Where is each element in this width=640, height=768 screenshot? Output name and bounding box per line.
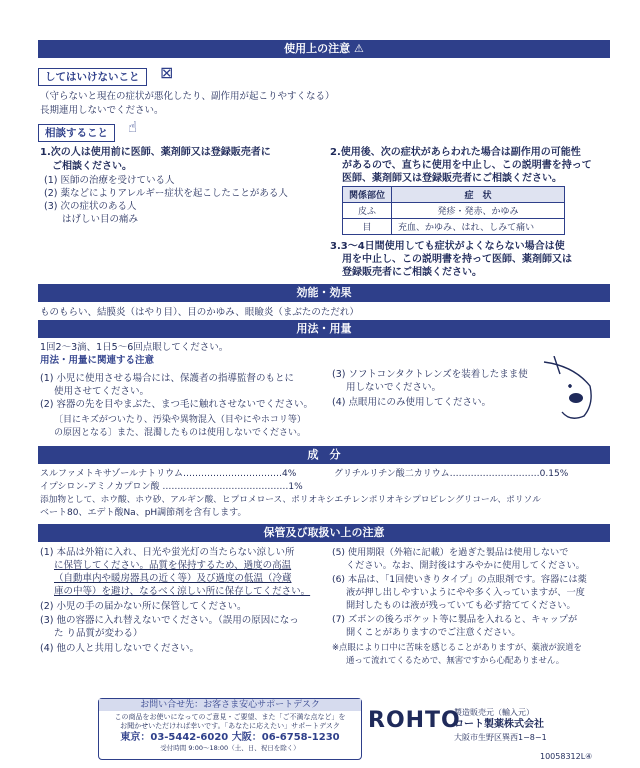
additives-text: ベート80、エデト酸Na、pH調節剤を含有します。 — [40, 508, 247, 518]
dosage-item: 〔目にキズがついたり、汚染や異物混入（目やにやホコリ等） — [54, 415, 306, 425]
storage-item: (1) 本品は外箱に入れ、日光や蛍光灯の当たらない涼しい所 — [40, 547, 295, 558]
side-effect-table — [342, 186, 565, 235]
maker-address: 大阪市生野区巽西1−8−1 — [454, 733, 547, 742]
ingredients-header: 成 分 — [38, 446, 610, 464]
additives-text: 添加物として、ホウ酸、ホウ砂、アルギン酸、ヒプロメロース、ポリオキシエチレンポリオキシプロピレングリコール、ポリソル — [40, 495, 541, 505]
storage-item: 液が押し出しやすいようにやや多く入っていますが、一度 — [346, 587, 585, 598]
storage-item: (3) 他の容器に入れ替えないでください。（誤用の原因になっ — [40, 615, 299, 626]
table-cell: 充血、かゆみ、はれ、しみて痛い — [392, 219, 565, 235]
storage-item: (7) ズボンの後ろポケット等に製品を入れると、キャップが — [332, 614, 578, 625]
dont-note: （守らないと現在の症状が悪化したり、副作用が起こりやすくなる） — [40, 91, 335, 102]
table-cell: 目 — [343, 219, 392, 235]
consult-2-line2: があるので、直ちに使用を中止し、この説明書を持って — [342, 160, 592, 171]
rohto-logo: ROHTO — [368, 708, 461, 733]
support-hours: 受付時間 9:00〜18:00（土、日、祝日を除く） — [160, 744, 300, 752]
consult-2-line1: 2.使用後、次の症状があらわれた場合は副作用の可能性 — [330, 147, 581, 158]
maker-label: 製造販売元（輸入元） — [454, 708, 534, 717]
document-code: 10058312L④ — [540, 752, 593, 761]
consult-3-line1: 3.3〜4日間使用しても症状がよくならない場合は使 — [330, 241, 565, 252]
eye-drop-illustration — [534, 356, 610, 426]
storage-item: に保管してください。品質を保持するため、過度の高温 — [54, 560, 292, 571]
storage-item: 庫の中等）を避け、なるべく涼しい所に保存してください。 — [54, 586, 311, 597]
support-desk-box — [98, 698, 362, 760]
storage-item: (6) 本品は、「1回使いきりタイプ」の点眼剤です。容器には薬 — [332, 574, 587, 585]
storage-item: ください。なお、開封後はすみやかに使用してください。 — [346, 560, 585, 571]
ingredient-row: イプシロン-アミノカプロン酸 ……………………………………1% — [40, 482, 303, 492]
dosage-item: 用しないでください。 — [346, 382, 442, 393]
support-phone-osaka[interactable]: 大阪：06-6758-1230 — [231, 732, 340, 743]
dosage-item: 使用させてください。 — [54, 386, 150, 397]
dosage-item: の原因となる〕また、混濁したものは使用しないでください。 — [54, 428, 307, 438]
storage-item: (4) 他の人と共用しないでください。 — [40, 643, 199, 654]
support-phone-tokyo[interactable]: 東京：03-5442-6020 — [120, 732, 229, 743]
consult-3-line2: 用を中止し、この説明書を持って医師、薬剤師又は — [342, 254, 572, 265]
storage-note: 通って流れてくるためで、無害ですから心配ありません。 — [346, 655, 565, 665]
support-note: この商品をお使いになってのご意見・ご要望、また「ご不満な点など」を — [114, 713, 346, 721]
storage-item: (5) 使用期限（外箱に記載）を過ぎた製品は使用しないで — [332, 547, 569, 558]
usage-caution-header: 使用上の注意 ⚠ — [38, 40, 610, 58]
support-title: お問い合せ先：お客さま安心サポートデスク — [99, 699, 361, 711]
dosage-related-title: 用法・用量に関連する注意 — [40, 355, 155, 366]
storage-header: 保管及び取扱い上の注意 — [38, 524, 610, 542]
storage-item: （自動車内や暖房器具の近く等）及び過度の低温（冷蔵 — [54, 573, 292, 584]
consult-1-item: (1) 医師の治療を受けている人 — [44, 175, 175, 186]
ingredient-row: グリチルリチン酸二カリウム…………………………0.15% — [334, 469, 569, 479]
maker-name: ロート製薬株式会社 — [454, 719, 544, 730]
storage-note: ※点眼により口中に苦味を感じることがありますが、薬液が涙道を — [332, 642, 582, 652]
storage-item: た り品質が変わる） — [54, 628, 143, 639]
consult-1-item: (2) 薬などによりアレルギー症状を起こしたことがある人 — [44, 188, 288, 199]
table-header: 症 状 — [392, 187, 565, 203]
prohibited-icon: ⊠ — [160, 63, 174, 82]
storage-item: (2) 小児の手の届かない所に保管してください。 — [40, 601, 247, 612]
consult-1-line2: ご相談ください。 — [52, 161, 132, 172]
dosage-item: (3) ソフトコンタクトレンズを装着したまま使 — [332, 369, 528, 380]
ingredient-row: スルファメトキサゾールナトリウム……………………………4% — [40, 469, 297, 479]
table-cell: 皮ふ — [343, 203, 392, 219]
dosage-item: (4) 点眼用にのみ使用してください。 — [332, 397, 491, 408]
dosage-header: 用法・用量 — [38, 320, 610, 338]
dont-tag: してはいけないこと — [38, 68, 147, 86]
table-cell: 発疹・発赤、かゆみ — [392, 203, 565, 219]
consult-1-item: (3) 次の症状のある人 — [44, 201, 137, 212]
consult-tag: 相談すること — [38, 124, 115, 142]
dosage-text: 1回2〜3滴、1日5〜6回点眼してください。 — [40, 342, 229, 353]
consult-1-subitem: はげしい目の痛み — [62, 214, 139, 225]
storage-item: 開くことがありますのでご注意ください。 — [346, 627, 521, 638]
storage-item: 開封したものは液が残っていても必ず捨ててください。 — [346, 600, 576, 611]
dosage-item: (2) 容器の先を目やまぶた、まつ毛に触れさせないでください。 — [40, 399, 313, 410]
support-note: お聞かせいただければ幸いです。「あなたに応えたい」サポートデスク — [120, 722, 340, 730]
table-header: 関係部位 — [343, 187, 392, 203]
dosage-item: (1) 小児に使用させる場合には、保護者の指導監督のもとに — [40, 373, 294, 384]
dont-text: 長期連用しないでください。 — [40, 105, 164, 116]
consult-1-line1: 1.次の人は使用前に医師、薬剤師又は登録販売者に — [40, 147, 271, 158]
consult-2-line3: 医師、薬剤師又は登録販売者にご相談ください。 — [342, 173, 562, 184]
consult-3-line3: 登録販売者にご相談ください。 — [342, 267, 482, 278]
efficacy-text: ものもらい、結膜炎（はやり目）、目のかゆみ、眼瞼炎（まぶたのただれ） — [40, 307, 359, 318]
hand-icon: ☝ — [128, 118, 138, 136]
efficacy-header: 効能・効果 — [38, 284, 610, 302]
